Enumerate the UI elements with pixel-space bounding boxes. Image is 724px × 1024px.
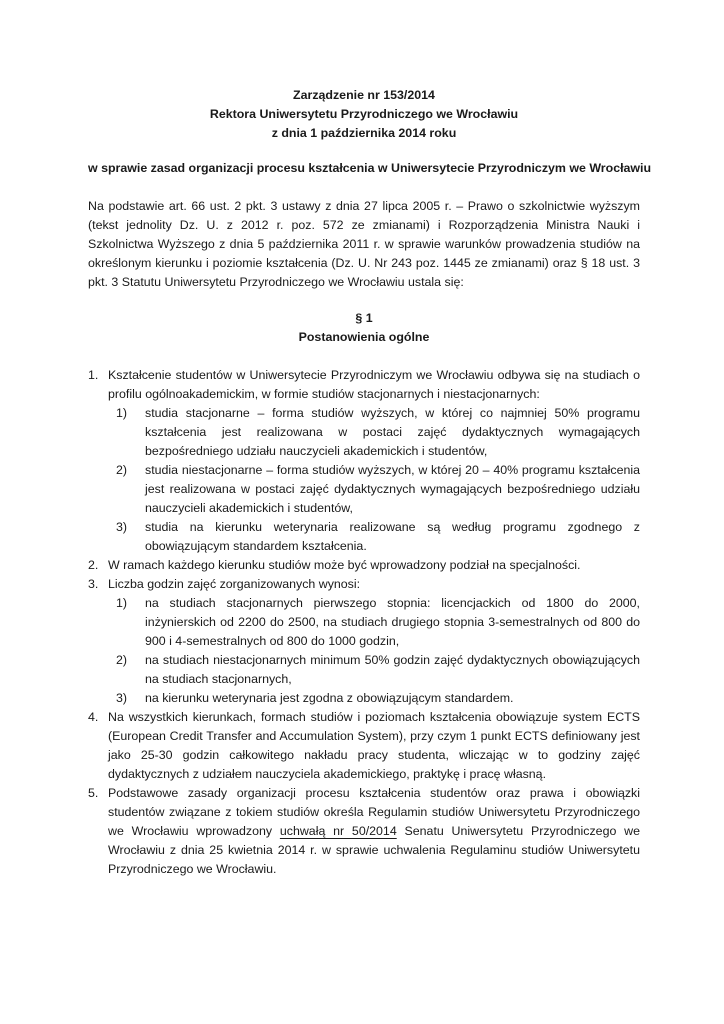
sub-item-text: na studiach niestacjonarnych minimum 50% godzin zajęć dydaktycznych obowiązujących na studiach stacjonarnych, [145, 653, 640, 686]
item-text-part: Podstawowe zasady organizacji procesu kształcenia studentów oraz prawa i obowiązki studentów związane z tokiem studiów określa Regulamin studiów Uniwersytetu Przyrodniczego we Wrocławiu wprowadzony [108, 786, 640, 838]
item-number: 2. [88, 558, 99, 572]
header-line-3: z dnia 1 października 2014 roku [271, 126, 457, 140]
sub-list-item [108, 404, 640, 461]
intro-paragraph: Na podstawie art. 66 ust. 2 pkt. 3 ustawy z dnia 27 lipca 2005 r. – Prawo o szkolnictwie wyższym (tekst jednolity Dz. U. z 2012 r. poz. 572 ze zmianami) i Rozporządzenia Ministra Nauki i Szkolnictwa Wyższego z dnia 5 października 2011 r. w sprawie warunków prowadzenia studiów na określonym kierunku i poziomie kształcenia (Dz. U. Nr 243 poz. 1445 ze zmianami) oraz § 18 ust. 3 pkt. 3 Statutu Uniwersytetu Przyrodniczego we Wrocławiu ustala się: [88, 199, 640, 289]
sub-item-text: na kierunku weterynaria jest zgodna z obowiązującym standardem. [145, 691, 514, 705]
item-number: 1. [88, 368, 99, 382]
list-item [88, 556, 640, 575]
provisions-list [88, 366, 640, 879]
section-number: § 1 [355, 311, 373, 325]
sub-item-number: 1) [116, 406, 128, 420]
list-item [88, 784, 640, 879]
list-item [88, 708, 640, 784]
sub-item-number: 3) [116, 691, 128, 705]
sub-item-number: 2) [116, 463, 128, 477]
section-heading [88, 309, 640, 347]
sub-item-text: studia na kierunku weterynaria realizowane są według programu zgodnego z obowiązującym standardem kształcenia. [145, 520, 640, 553]
header-line-2: Rektora Uniwersytetu Przyrodniczego we Wrocławiu [209, 107, 519, 121]
sub-item-text: studia niestacjonarne – forma studiów wyższych, w której 20 – 40% programu kształcenia jest realizowana w postaci zajęć dydaktycznych wymagających bezpośredniego udziału nauczycieli akademickich i studentów, [145, 463, 640, 515]
sub-list-item [108, 689, 640, 708]
sub-list [108, 594, 640, 708]
item-text: W ramach każdego kierunku studiów może być wprowadzony podział na specjalności. [108, 558, 581, 572]
list-item [88, 575, 640, 708]
sub-item-number: 1) [116, 596, 128, 610]
sub-list [108, 404, 640, 556]
item-text [108, 784, 640, 879]
document-header [88, 86, 640, 143]
sub-item-text: na studiach stacjonarnych pierwszego stopnia: licencjackich od 1800 do 2000, inżynierskich od 2200 do 2500, na studiach drugiego stopnia 3-semestralnych od 800 do 900 i 4-semestralnych od 800 do 1000 godzin, [145, 596, 640, 648]
list-item [88, 366, 640, 556]
sub-list-item [108, 651, 640, 689]
section-title: Postanowienia ogólne [298, 330, 430, 344]
sub-list-item [108, 461, 640, 518]
sub-item-number: 2) [116, 653, 128, 667]
document-subject: w sprawie zasad organizacji procesu kształcenia w Uniwersytecie Przyrodniczym we Wrocławiu [88, 161, 652, 175]
item-text: Na wszystkich kierunkach, formach studiów i poziomach kształcenia obowiązuje system ECTS (European Credit Transfer and Accumulation System), przy czym 1 punkt ECTS definiowany jest jako 25-30 godzin całkowitego nakładu pracy studenta, wliczając w to godziny zajęć dydaktycznych z udziałem nauczyciela akademickiego, praktykę i pracę własną. [108, 710, 640, 781]
sub-item-number: 3) [116, 520, 128, 534]
sub-list-item [108, 518, 640, 556]
item-text: Liczba godzin zajęć zorganizowanych wynosi: [108, 577, 361, 591]
sub-list-item [108, 594, 640, 651]
resolution-reference: uchwałą nr 50/2014 [279, 824, 397, 838]
item-text: Kształcenie studentów w Uniwersytecie Przyrodniczym we Wrocławiu odbywa się na studiach o profilu ogólnoakademickim, w formie studiów stacjonarnych i niestacjonarnych: [108, 368, 640, 401]
header-line-1: Zarządzenie nr 153/2014 [293, 88, 435, 102]
item-number: 3. [88, 577, 99, 591]
sub-item-text: studia stacjonarne – forma studiów wyższych, w której co najmniej 50% programu kształcenia jest realizowana w postaci zajęć dydaktycznych wymagających bezpośredniego udziału nauczycieli akademickich i studentów, [145, 406, 640, 458]
document-page [88, 0, 652, 1024]
item-number: 5. [88, 786, 99, 800]
item-number: 4. [88, 710, 99, 724]
item-text-part: Senatu Uniwersytetu Przyrodniczego we Wrocławiu z dnia 25 kwietnia 2014 r. w sprawie uchwalenia Regulaminu studiów Uniwersytetu Przyrodniczego we Wrocławiu. [108, 824, 640, 876]
